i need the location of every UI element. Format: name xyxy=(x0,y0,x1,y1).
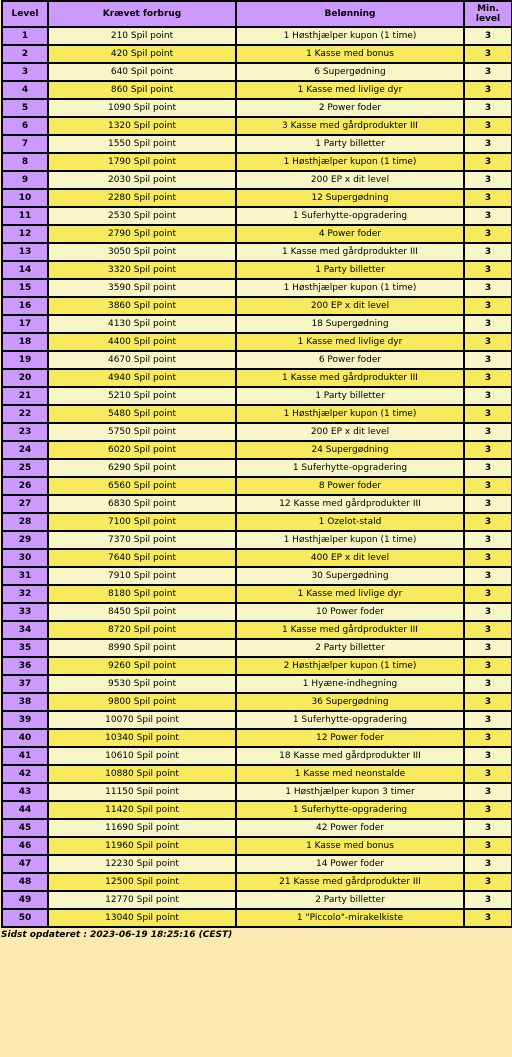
cost-cell: 8720 Spil point xyxy=(48,621,236,639)
table-row xyxy=(2,549,512,567)
reward-cell: 1 Suferhytte-opgradering xyxy=(236,801,464,819)
cost-cell: 5750 Spil point xyxy=(48,423,236,441)
reward-cell: 1 Suferhytte-opgradering xyxy=(236,207,464,225)
table-row xyxy=(2,711,512,729)
min-level-cell: 3 xyxy=(464,225,512,243)
level-cell: 35 xyxy=(2,639,48,657)
table-row xyxy=(2,135,512,153)
level-cell: 49 xyxy=(2,891,48,909)
reward-cell: 2 Party billetter xyxy=(236,639,464,657)
level-cell: 40 xyxy=(2,729,48,747)
table-row xyxy=(2,531,512,549)
reward-cell: 2 Høsthjælper kupon (1 time) xyxy=(236,657,464,675)
table-row xyxy=(2,117,512,135)
table-row xyxy=(2,369,512,387)
reward-cell: 1 Kasse med livlige dyr xyxy=(236,81,464,99)
reward-cell: 1 Ozelot-stald xyxy=(236,513,464,531)
reward-cell: 18 Kasse med gårdprodukter III xyxy=(236,747,464,765)
cost-cell: 640 Spil point xyxy=(48,63,236,81)
level-cell: 11 xyxy=(2,207,48,225)
cost-cell: 11960 Spil point xyxy=(48,837,236,855)
min-level-cell: 3 xyxy=(464,549,512,567)
table-row xyxy=(2,873,512,891)
min-level-cell: 3 xyxy=(464,639,512,657)
reward-cell: 1 Kasse med gårdprodukter III xyxy=(236,621,464,639)
level-cell: 8 xyxy=(2,153,48,171)
table-row xyxy=(2,387,512,405)
level-cell: 29 xyxy=(2,531,48,549)
level-cell: 23 xyxy=(2,423,48,441)
table-row xyxy=(2,837,512,855)
reward-cell: 1 Kasse med gårdprodukter III xyxy=(236,243,464,261)
min-level-cell: 3 xyxy=(464,315,512,333)
level-cell: 41 xyxy=(2,747,48,765)
level-cell: 15 xyxy=(2,279,48,297)
min-level-cell: 3 xyxy=(464,207,512,225)
table-row xyxy=(2,657,512,675)
level-cell: 31 xyxy=(2,567,48,585)
level-cell: 19 xyxy=(2,351,48,369)
min-level-cell: 3 xyxy=(464,873,512,891)
level-cell: 48 xyxy=(2,873,48,891)
header-cost: Krævet forbrug xyxy=(48,1,236,27)
min-level-cell: 3 xyxy=(464,387,512,405)
min-level-cell: 3 xyxy=(464,801,512,819)
table-row xyxy=(2,45,512,63)
level-cell: 42 xyxy=(2,765,48,783)
min-level-cell: 3 xyxy=(464,567,512,585)
reward-cell: 24 Supergødning xyxy=(236,441,464,459)
reward-cell: 1 Høsthjælper kupon (1 time) xyxy=(236,279,464,297)
cost-cell: 7100 Spil point xyxy=(48,513,236,531)
min-level-cell: 3 xyxy=(464,153,512,171)
cost-cell: 4130 Spil point xyxy=(48,315,236,333)
min-level-cell: 3 xyxy=(464,675,512,693)
level-cell: 20 xyxy=(2,369,48,387)
level-cell: 27 xyxy=(2,495,48,513)
cost-cell: 2530 Spil point xyxy=(48,207,236,225)
reward-cell: 12 Kasse med gårdprodukter III xyxy=(236,495,464,513)
reward-cell: 400 EP x dit level xyxy=(236,549,464,567)
level-cell: 50 xyxy=(2,909,48,927)
min-level-cell: 3 xyxy=(464,369,512,387)
level-cell: 45 xyxy=(2,819,48,837)
min-level-cell: 3 xyxy=(464,243,512,261)
min-level-cell: 3 xyxy=(464,531,512,549)
cost-cell: 10610 Spil point xyxy=(48,747,236,765)
table-row xyxy=(2,477,512,495)
table-row xyxy=(2,99,512,117)
min-level-cell: 3 xyxy=(464,441,512,459)
cost-cell: 210 Spil point xyxy=(48,27,236,45)
min-level-cell: 3 xyxy=(464,297,512,315)
table-row xyxy=(2,261,512,279)
reward-cell: 30 Supergødning xyxy=(236,567,464,585)
level-cell: 7 xyxy=(2,135,48,153)
level-cell: 33 xyxy=(2,603,48,621)
reward-cell: 1 Party billetter xyxy=(236,135,464,153)
cost-cell: 6020 Spil point xyxy=(48,441,236,459)
level-cell: 6 xyxy=(2,117,48,135)
reward-cell: 1 Suferhytte-opgradering xyxy=(236,459,464,477)
table-body xyxy=(2,27,512,927)
level-cell: 16 xyxy=(2,297,48,315)
min-level-cell: 3 xyxy=(464,477,512,495)
reward-cell: 1 Kasse med bonus xyxy=(236,45,464,63)
cost-cell: 1550 Spil point xyxy=(48,135,236,153)
cost-cell: 12770 Spil point xyxy=(48,891,236,909)
reward-cell: 21 Kasse med gårdprodukter III xyxy=(236,873,464,891)
reward-cell: 200 EP x dit level xyxy=(236,297,464,315)
table-row xyxy=(2,603,512,621)
level-cell: 1 xyxy=(2,27,48,45)
cost-cell: 10070 Spil point xyxy=(48,711,236,729)
level-cell: 12 xyxy=(2,225,48,243)
reward-cell: 18 Supergødning xyxy=(236,315,464,333)
min-level-cell: 3 xyxy=(464,495,512,513)
level-cell: 47 xyxy=(2,855,48,873)
level-cell: 43 xyxy=(2,783,48,801)
reward-cell: 10 Power foder xyxy=(236,603,464,621)
cost-cell: 9800 Spil point xyxy=(48,693,236,711)
level-cell: 4 xyxy=(2,81,48,99)
min-level-cell: 3 xyxy=(464,747,512,765)
min-level-cell: 3 xyxy=(464,513,512,531)
cost-cell: 860 Spil point xyxy=(48,81,236,99)
level-cell: 46 xyxy=(2,837,48,855)
level-cell: 21 xyxy=(2,387,48,405)
table-row xyxy=(2,207,512,225)
cost-cell: 4940 Spil point xyxy=(48,369,236,387)
cost-cell: 4400 Spil point xyxy=(48,333,236,351)
table-row xyxy=(2,567,512,585)
reward-cell: 1 Kasse med gårdprodukter III xyxy=(236,369,464,387)
table-row xyxy=(2,909,512,927)
cost-cell: 8990 Spil point xyxy=(48,639,236,657)
level-cell: 30 xyxy=(2,549,48,567)
table-row xyxy=(2,153,512,171)
table-row xyxy=(2,351,512,369)
header-reward: Belønning xyxy=(236,1,464,27)
cost-cell: 9530 Spil point xyxy=(48,675,236,693)
reward-cell: 42 Power foder xyxy=(236,819,464,837)
reward-cell: 1 Kasse med livlige dyr xyxy=(236,585,464,603)
reward-cell: 12 Supergødning xyxy=(236,189,464,207)
cost-cell: 6290 Spil point xyxy=(48,459,236,477)
level-cell: 9 xyxy=(2,171,48,189)
min-level-cell: 3 xyxy=(464,261,512,279)
cost-cell: 9260 Spil point xyxy=(48,657,236,675)
reward-cell: 8 Power foder xyxy=(236,477,464,495)
level-cell: 26 xyxy=(2,477,48,495)
min-level-cell: 3 xyxy=(464,693,512,711)
reward-cell: 1 Kasse med neonstalde xyxy=(236,765,464,783)
cost-cell: 7370 Spil point xyxy=(48,531,236,549)
table-row xyxy=(2,585,512,603)
table-row xyxy=(2,855,512,873)
level-cell: 28 xyxy=(2,513,48,531)
min-level-cell: 3 xyxy=(464,45,512,63)
table-row xyxy=(2,729,512,747)
cost-cell: 7640 Spil point xyxy=(48,549,236,567)
min-level-cell: 3 xyxy=(464,585,512,603)
cost-cell: 8180 Spil point xyxy=(48,585,236,603)
table-row xyxy=(2,315,512,333)
table-row xyxy=(2,27,512,45)
table-row xyxy=(2,675,512,693)
min-level-cell: 3 xyxy=(464,783,512,801)
cost-cell: 2790 Spil point xyxy=(48,225,236,243)
cost-cell: 5210 Spil point xyxy=(48,387,236,405)
cost-cell: 12230 Spil point xyxy=(48,855,236,873)
cost-cell: 10340 Spil point xyxy=(48,729,236,747)
min-level-cell: 3 xyxy=(464,621,512,639)
cost-cell: 6560 Spil point xyxy=(48,477,236,495)
cost-cell: 7910 Spil point xyxy=(48,567,236,585)
cost-cell: 2280 Spil point xyxy=(48,189,236,207)
table-row xyxy=(2,189,512,207)
table-row xyxy=(2,639,512,657)
reward-cell: 1 Party billetter xyxy=(236,261,464,279)
cost-cell: 420 Spil point xyxy=(48,45,236,63)
min-level-cell: 3 xyxy=(464,99,512,117)
cost-cell: 13040 Spil point xyxy=(48,909,236,927)
level-cell: 32 xyxy=(2,585,48,603)
cost-cell: 4670 Spil point xyxy=(48,351,236,369)
reward-cell: 1 Høsthjælper kupon (1 time) xyxy=(236,153,464,171)
level-cell: 13 xyxy=(2,243,48,261)
level-cell: 18 xyxy=(2,333,48,351)
min-level-cell: 3 xyxy=(464,333,512,351)
cost-cell: 3590 Spil point xyxy=(48,279,236,297)
min-level-cell: 3 xyxy=(464,909,512,927)
reward-cell: 6 Supergødning xyxy=(236,63,464,81)
min-level-cell: 3 xyxy=(464,729,512,747)
min-level-cell: 3 xyxy=(464,765,512,783)
header-min-level: Min. level xyxy=(464,1,512,27)
table-row xyxy=(2,513,512,531)
table-row xyxy=(2,621,512,639)
level-cell: 44 xyxy=(2,801,48,819)
reward-cell: 1 "Piccolo"-mirakelkiste xyxy=(236,909,464,927)
table-header-row xyxy=(2,1,512,27)
table-row xyxy=(2,747,512,765)
cost-cell: 11150 Spil point xyxy=(48,783,236,801)
table-row xyxy=(2,441,512,459)
rewards-table xyxy=(1,0,512,928)
table-row xyxy=(2,81,512,99)
level-cell: 39 xyxy=(2,711,48,729)
min-level-cell: 3 xyxy=(464,351,512,369)
reward-cell: 1 Hyæne-indhegning xyxy=(236,675,464,693)
cost-cell: 2030 Spil point xyxy=(48,171,236,189)
min-level-cell: 3 xyxy=(464,117,512,135)
reward-cell: 1 Høsthjælper kupon (1 time) xyxy=(236,531,464,549)
cost-cell: 12500 Spil point xyxy=(48,873,236,891)
min-level-cell: 3 xyxy=(464,819,512,837)
level-cell: 17 xyxy=(2,315,48,333)
level-cell: 3 xyxy=(2,63,48,81)
level-cell: 25 xyxy=(2,459,48,477)
min-level-cell: 3 xyxy=(464,603,512,621)
table-row xyxy=(2,279,512,297)
reward-cell: 1 Kasse med livlige dyr xyxy=(236,333,464,351)
reward-cell: 4 Power foder xyxy=(236,225,464,243)
reward-cell: 14 Power foder xyxy=(236,855,464,873)
level-cell: 10 xyxy=(2,189,48,207)
table-row xyxy=(2,693,512,711)
cost-cell: 3050 Spil point xyxy=(48,243,236,261)
reward-cell: 200 EP x dit level xyxy=(236,171,464,189)
min-level-cell: 3 xyxy=(464,279,512,297)
level-cell: 34 xyxy=(2,621,48,639)
table-row xyxy=(2,459,512,477)
min-level-cell: 3 xyxy=(464,27,512,45)
min-level-cell: 3 xyxy=(464,405,512,423)
reward-cell: 1 Høsthjælper kupon (1 time) xyxy=(236,27,464,45)
min-level-cell: 3 xyxy=(464,459,512,477)
last-updated: Sidst opdateret : 2023-06-19 18:25:16 (CEST) xyxy=(1,930,233,940)
min-level-cell: 3 xyxy=(464,891,512,909)
cost-cell: 5480 Spil point xyxy=(48,405,236,423)
table-row xyxy=(2,819,512,837)
reward-cell: 6 Power foder xyxy=(236,351,464,369)
min-level-cell: 3 xyxy=(464,63,512,81)
min-level-cell: 3 xyxy=(464,837,512,855)
level-cell: 2 xyxy=(2,45,48,63)
table-row xyxy=(2,333,512,351)
min-level-cell: 3 xyxy=(464,81,512,99)
cost-cell: 6830 Spil point xyxy=(48,495,236,513)
cost-cell: 3860 Spil point xyxy=(48,297,236,315)
level-cell: 14 xyxy=(2,261,48,279)
level-cell: 36 xyxy=(2,657,48,675)
table-row xyxy=(2,765,512,783)
table-row xyxy=(2,297,512,315)
cost-cell: 8450 Spil point xyxy=(48,603,236,621)
reward-cell: 1 Suferhytte-opgradering xyxy=(236,711,464,729)
table-row xyxy=(2,243,512,261)
reward-cell: 2 Power foder xyxy=(236,99,464,117)
table-row xyxy=(2,783,512,801)
table-row xyxy=(2,171,512,189)
header-level: Level xyxy=(2,1,48,27)
table-row xyxy=(2,801,512,819)
reward-cell: 2 Party billetter xyxy=(236,891,464,909)
table-row xyxy=(2,423,512,441)
min-level-cell: 3 xyxy=(464,711,512,729)
table-row xyxy=(2,405,512,423)
level-cell: 5 xyxy=(2,99,48,117)
table-row xyxy=(2,891,512,909)
min-level-cell: 3 xyxy=(464,171,512,189)
cost-cell: 1790 Spil point xyxy=(48,153,236,171)
reward-cell: 36 Supergødning xyxy=(236,693,464,711)
table-row xyxy=(2,63,512,81)
level-cell: 37 xyxy=(2,675,48,693)
cost-cell: 3320 Spil point xyxy=(48,261,236,279)
reward-cell: 3 Kasse med gårdprodukter III xyxy=(236,117,464,135)
min-level-cell: 3 xyxy=(464,855,512,873)
reward-cell: 200 EP x dit level xyxy=(236,423,464,441)
level-cell: 24 xyxy=(2,441,48,459)
reward-cell: 12 Power foder xyxy=(236,729,464,747)
min-level-cell: 3 xyxy=(464,423,512,441)
reward-cell: 1 Kasse med bonus xyxy=(236,837,464,855)
reward-cell: 1 Party billetter xyxy=(236,387,464,405)
min-level-cell: 3 xyxy=(464,657,512,675)
cost-cell: 11420 Spil point xyxy=(48,801,236,819)
reward-cell: 1 Høsthjælper kupon 3 timer xyxy=(236,783,464,801)
min-level-cell: 3 xyxy=(464,189,512,207)
table-row xyxy=(2,225,512,243)
level-cell: 22 xyxy=(2,405,48,423)
min-level-cell: 3 xyxy=(464,135,512,153)
cost-cell: 1320 Spil point xyxy=(48,117,236,135)
cost-cell: 1090 Spil point xyxy=(48,99,236,117)
level-cell: 38 xyxy=(2,693,48,711)
reward-cell: 1 Høsthjælper kupon (1 time) xyxy=(236,405,464,423)
cost-cell: 10880 Spil point xyxy=(48,765,236,783)
table-row xyxy=(2,495,512,513)
cost-cell: 11690 Spil point xyxy=(48,819,236,837)
